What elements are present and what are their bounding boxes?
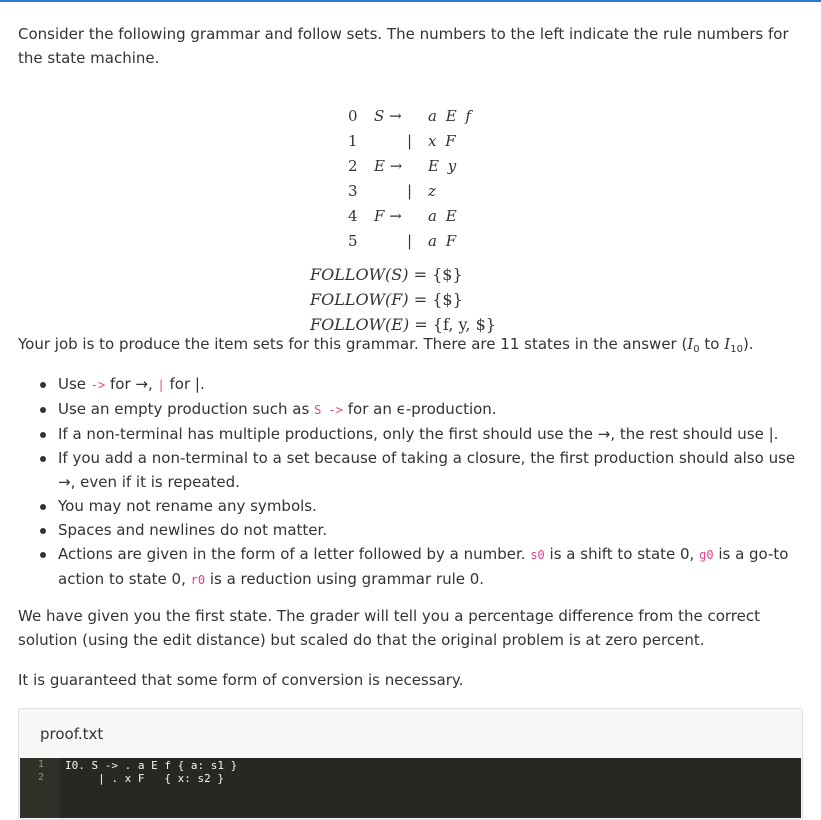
rule-bar: | [407,182,413,200]
rule-bar: | [407,132,413,150]
job-paragraph: Your job is to produce the item sets for this grammar. There are 11 states in the answer ($I_0$ to $I_{10}$). [18,335,754,355]
list-item: Use an empty production such as S -> for an ϵ-production. [18,397,808,422]
grammar-rule [18,104,808,129]
answer-card [18,708,803,820]
rule-rhs: a F [428,232,457,250]
file-name: proof.txt [40,725,104,743]
rule-rhs: a E f [428,107,471,125]
code-line[interactable]: I0. S -> . a E f { a: s1 } [65,759,238,772]
list-item: Use -> for →, | for |. [18,372,808,397]
follow-set: FOLLOW(E) = {f, y, $} [310,315,496,334]
rule-number: 0 [348,107,358,125]
grader-paragraph: We have given you the first state. The grader will tell you a percentage difference from the correct solution (using the edit distance) but scaled do that the original problem is at zero percent. [18,607,761,649]
rule-rhs: z [428,182,436,200]
grammar-rule [18,179,808,204]
grammar-rule [18,204,808,229]
rule-lhs: E → [374,157,403,175]
line-number: 2 [38,772,45,783]
list-item: Actions are given in the form of a letter followed by a number. s0 is a shift to state 0, g0 is a go-to action to state 0, r0 is a reduction using grammar rule 0. [18,542,808,592]
list-item: You may not rename any symbols. [18,494,808,518]
rule-bar: | [407,232,413,250]
follow-set: FOLLOW(S) = {$} [310,265,463,284]
rule-lhs: S → [374,107,402,125]
rule-rhs: a E [428,207,457,225]
rule-number: 5 [348,232,358,250]
rule-number: 1 [348,132,358,150]
line-number: 1 [38,759,45,770]
rule-rhs: E y [428,157,457,175]
rule-rhs: x F [428,132,456,150]
follow-set: FOLLOW(F) = {$} [310,290,463,309]
instructions-list [18,372,808,592]
line-gutter [20,758,60,818]
rule-number: 3 [348,182,358,200]
guarantee-paragraph: It is guaranteed that some form of conversion is necessary. [18,671,464,689]
top-accent-line [0,0,821,2]
list-item: If you add a non-terminal to a set because of taking a closure, the first production should also use →, even if it is repeated. [18,446,808,494]
rule-number: 2 [348,157,358,175]
grammar-rule [18,154,808,179]
intro-paragraph: Consider the following grammar and follow sets. The numbers to the left indicate the rule numbers for the state machine. [18,25,789,67]
rule-number: 4 [348,207,358,225]
code-line[interactable]: | . x F { x: s2 } [65,772,224,785]
list-item: Spaces and newlines do not matter. [18,518,808,542]
rule-lhs: F → [374,207,402,225]
grammar-rule [18,229,808,254]
grammar-rule [18,129,808,154]
code-editor[interactable] [20,758,801,818]
list-item: If a non-terminal has multiple productions, only the first should use the →, the rest should use |. [18,422,808,446]
problem-content [18,22,808,689]
